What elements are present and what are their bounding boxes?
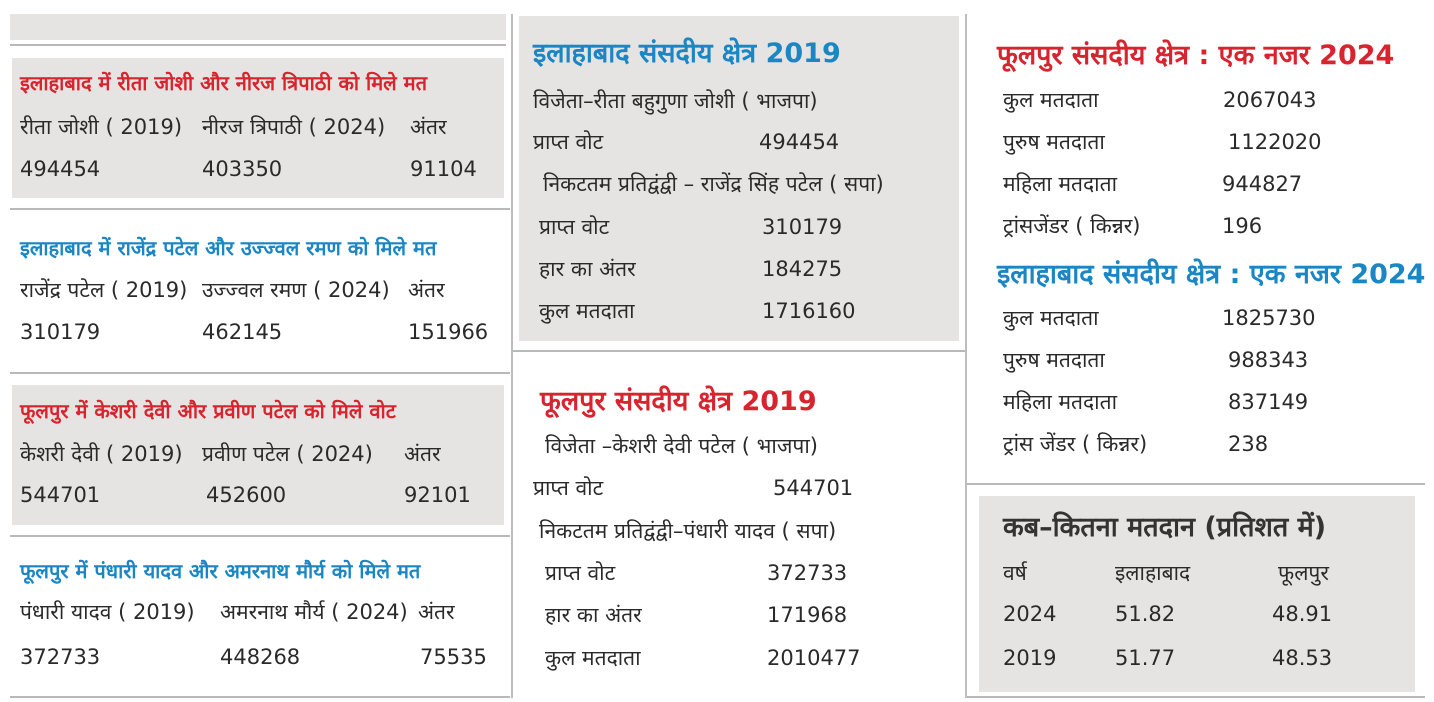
header-phulpur: फूलपुर	[1278, 561, 1329, 585]
value: 2010477	[767, 646, 861, 670]
phulpur-2019-runner-votes	[545, 559, 847, 587]
value: 988343	[1228, 348, 1309, 372]
phulpur-2019-margin	[545, 601, 847, 629]
label: महिला मतदाता	[1003, 172, 1118, 196]
cell: 2019	[1003, 646, 1057, 670]
allahabad-2019-winner	[533, 87, 818, 115]
label: पुरुष मतदाता	[1003, 130, 1105, 154]
turnout-row	[1003, 600, 1332, 628]
turnout-title: कब–कितना मतदान (प्रतिशत में)	[1003, 512, 1327, 543]
label: प्राप्त वोट	[539, 215, 610, 239]
divider	[10, 535, 510, 537]
cell: 48.91	[1272, 602, 1333, 626]
label: अंतर	[408, 278, 445, 302]
divider	[513, 350, 965, 352]
label: अंतर	[404, 442, 441, 466]
divider	[10, 696, 510, 698]
runner-text: निकटतम प्रतिद्वंद्वी–पंधारी यादव ( सपा)	[539, 519, 837, 543]
value: 238	[1228, 432, 1269, 456]
value: 75535	[420, 645, 487, 669]
allahabad-2024-row	[1003, 304, 1316, 332]
label: प्राप्त वोट	[533, 476, 604, 500]
result-box-3-labels	[20, 440, 441, 468]
phulpur-2024-row	[1003, 86, 1317, 114]
result-box-2-title: इलाहाबाद में राजेंद्र पटेल और उज्ज्वल रमण को मिले मत	[20, 236, 437, 260]
label: कुल मतदाता	[545, 646, 641, 670]
allahabad-2024-row	[1003, 430, 1268, 458]
label: हार का अंतर	[545, 603, 642, 627]
value: 1825730	[1222, 306, 1316, 330]
value: 151966	[408, 320, 489, 344]
value: 1122020	[1228, 130, 1322, 154]
label: प्रवीण पटेल ( 2024)	[202, 442, 373, 466]
value: 462145	[202, 320, 283, 344]
label: पुरुष मतदाता	[1003, 348, 1105, 372]
allahabad-2019-total	[539, 297, 856, 325]
value: 494454	[20, 157, 101, 181]
label: पंधारी यादव ( 2019)	[20, 600, 195, 624]
label: अमरनाथ मौर्य ( 2024)	[220, 600, 408, 624]
value: 452600	[206, 483, 287, 507]
allahabad-2024-title: इलाहाबाद संसदीय क्षेत्र : एक नजर 2024	[997, 259, 1426, 290]
value: 448268	[220, 645, 301, 669]
allahabad-2019-runner	[543, 170, 884, 198]
phulpur-2019-votes	[533, 474, 853, 502]
turnout-row	[1003, 644, 1332, 672]
label: अंतर	[410, 115, 447, 139]
label: महिला मतदाता	[1003, 390, 1118, 414]
divider	[10, 372, 510, 374]
value: 944827	[1222, 172, 1303, 196]
header-allahabad: इलाहाबाद	[1115, 561, 1191, 585]
phulpur-2019-runner	[539, 517, 836, 545]
phulpur-2019-winner	[545, 432, 818, 460]
allahabad-2024-row	[1003, 346, 1308, 374]
value: 92101	[404, 483, 471, 507]
allahabad-2024-row	[1003, 388, 1308, 416]
result-box-4-labels	[20, 598, 455, 626]
divider	[967, 483, 1425, 485]
result-box-2-values	[20, 318, 488, 346]
value: 196	[1222, 214, 1263, 238]
label: रीता जोशी ( 2019)	[20, 115, 183, 139]
label: नीरज त्रिपाठी ( 2024)	[202, 115, 386, 139]
result-box-1-title: इलाहाबाद में रीता जोशी और नीरज त्रिपाठी को मिले मत	[20, 71, 428, 95]
value: 1716160	[762, 299, 856, 323]
result-box-3-values	[20, 481, 471, 509]
label: कुल मतदाता	[1003, 88, 1099, 112]
divider	[967, 696, 1425, 698]
winner-text: विजेता–रीता बहुगुणा जोशी ( भाजपा)	[533, 89, 818, 113]
phulpur-2024-row	[1003, 128, 1322, 156]
label: प्राप्त वोट	[545, 561, 616, 585]
result-box-3-title: फूलपुर में केशरी देवी और प्रवीण पटेल को मिले वोट	[20, 399, 396, 423]
value: 184275	[762, 257, 843, 281]
label: ट्रांस जेंडर ( किन्नर)	[1003, 432, 1148, 456]
value: 403350	[202, 157, 283, 181]
top-grey-strip	[10, 14, 506, 40]
value: 310179	[762, 215, 843, 239]
value: 544701	[20, 483, 101, 507]
allahabad-2019-votes	[533, 128, 839, 156]
phulpur-2024-row	[1003, 170, 1302, 198]
value: 310179	[20, 320, 101, 344]
value: 494454	[759, 130, 840, 154]
result-box-4-values	[20, 643, 487, 671]
value: 2067043	[1223, 88, 1317, 112]
label: कुल मतदाता	[1003, 306, 1099, 330]
label: अंतर	[418, 600, 455, 624]
runner-text: निकटतम प्रतिद्वंद्वी – राजेंद्र सिंह पटेल ( सपा)	[543, 172, 884, 196]
label: प्राप्त वोट	[533, 130, 604, 154]
column-divider-1	[511, 14, 513, 698]
header-year: वर्ष	[1003, 561, 1027, 585]
result-box-1-values	[20, 155, 477, 183]
divider	[10, 44, 506, 46]
label: कुल मतदाता	[539, 299, 635, 323]
result-box-2-labels	[20, 276, 445, 304]
winner-text: विजेता –केशरी देवी पटेल ( भाजपा)	[545, 434, 818, 458]
cell: 2024	[1003, 602, 1057, 626]
column-divider-2	[965, 14, 967, 698]
cell: 48.53	[1272, 646, 1333, 670]
label: केशरी देवी ( 2019)	[20, 442, 183, 466]
value: 544701	[773, 476, 854, 500]
value: 372733	[20, 645, 101, 669]
value: 837149	[1228, 390, 1309, 414]
result-box-1-labels	[20, 113, 447, 141]
label: हार का अंतर	[539, 257, 636, 281]
cell: 51.82	[1115, 602, 1176, 626]
phulpur-2024-row	[1003, 212, 1262, 240]
allahabad-2019-runner-votes	[539, 213, 842, 241]
divider	[10, 208, 510, 210]
label: उज्ज्वल रमण ( 2024)	[202, 278, 390, 302]
allahabad-2019-title: इलाहाबाद संसदीय क्षेत्र 2019	[533, 38, 841, 69]
phulpur-2024-title: फूलपुर संसदीय क्षेत्र : एक नजर 2024	[997, 40, 1395, 71]
label: राजेंद्र पटेल ( 2019)	[20, 278, 188, 302]
value: 171968	[767, 603, 848, 627]
turnout-header	[1003, 559, 1329, 587]
value: 91104	[410, 157, 477, 181]
allahabad-2019-margin	[539, 255, 842, 283]
cell: 51.77	[1115, 646, 1176, 670]
label: ट्रांसजेंडर ( किन्नर)	[1003, 214, 1141, 238]
result-box-4-title: फूलपुर में पंधारी यादव और अमरनाथ मौर्य को मिले मत	[20, 559, 421, 583]
phulpur-2019-total	[545, 644, 861, 672]
phulpur-2019-title: फूलपुर संसदीय क्षेत्र 2019	[540, 386, 817, 417]
value: 372733	[767, 561, 848, 585]
